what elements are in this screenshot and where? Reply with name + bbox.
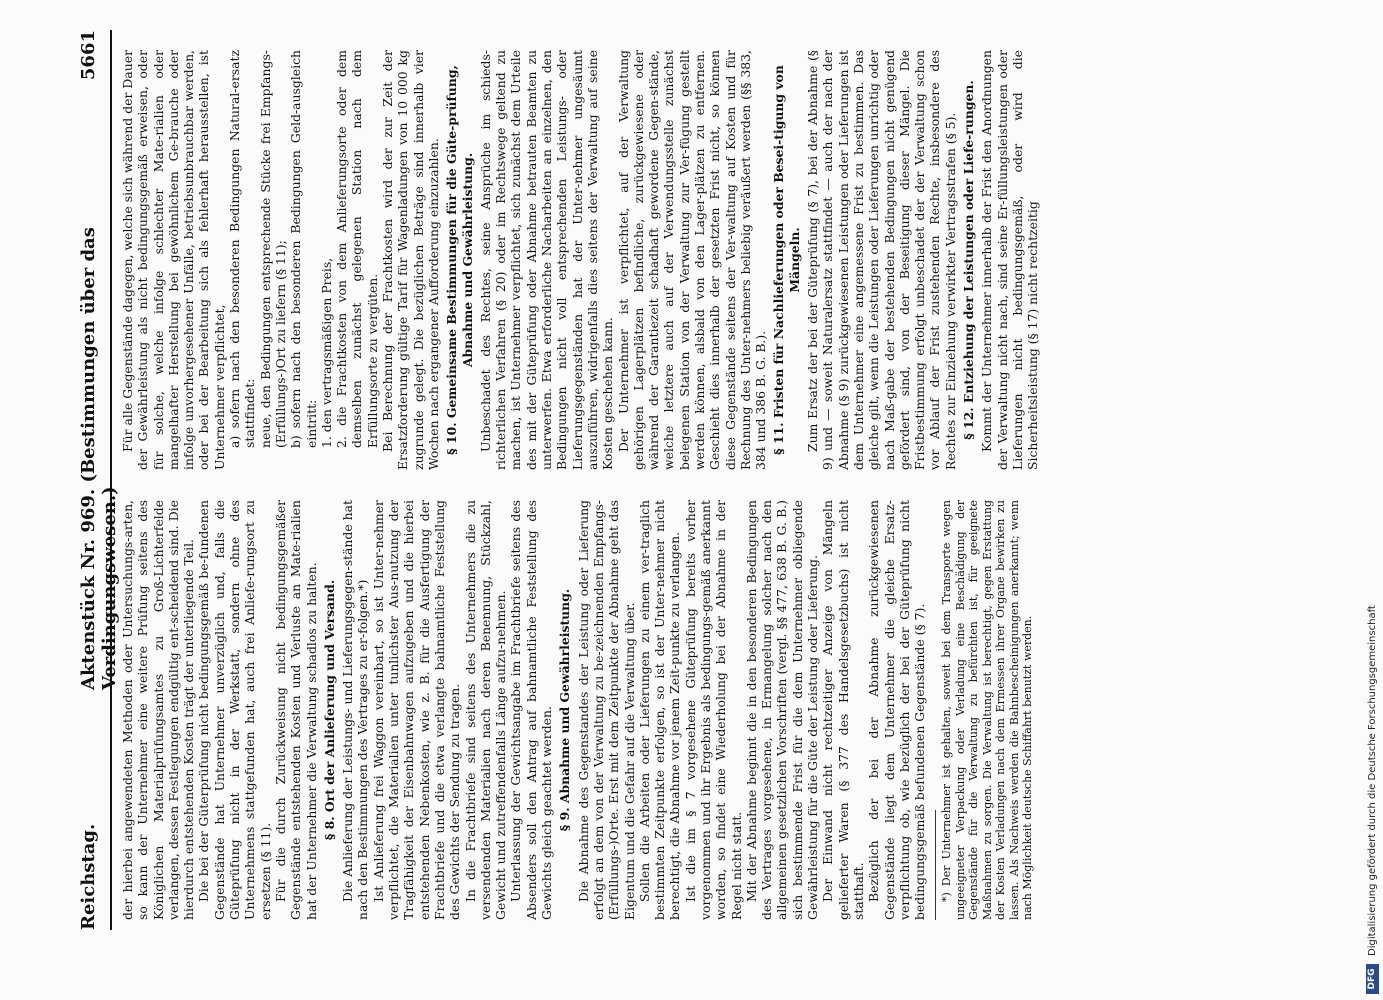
right-text-column [120,50,1041,470]
header-left-title: Reichstag. [78,823,99,930]
paragraph: Die Anlieferung der Leistungs- und Lieferungsgegen-stände hat nach den Bestimmungen des Vertrages zu er-folgen.*) [340,500,371,920]
footnote-divider [935,810,936,920]
paragraph: Kommt der Unternehmer innerhalb der Frist den Anordnungen der Verwaltung nicht nach, sind seine Er-füllungsleistungen oder Lieferungen nicht bedingungsgemäß, oder wird die Sicherheitsleistung (§ 17) nicht rechtzeitig [979,50,1041,470]
header-center-title: Aktenstück Nr. 969. (Bestimmungen über das Verdingungswesen.) [78,227,120,690]
list-item: b) sofern nach den besonderen Bedingungen Geld-ausgleich eintritt: [288,50,319,448]
paragraph: In die Frachtbriefe sind seitens des Unternehmers die zu versendenden Materialien nach deren Benennung, Stückzahl, Gewicht und zutreffendenfalls Länge aufzu-nehmen. [462,500,509,920]
dfg-logo: DFG [1366,964,1379,994]
page-number: 5661 [78,30,99,81]
paragraph: Die bei der Güterprüfung nicht bedingungsgemäß be-fundenen Gegenstände hat Unternehmer unverzüglich und, falls die Güteprüfung nicht in der Werkstatt, sondern ohne des Unternehmens stattgefunden hat, auch frei Anliefe-rungsort zu ersetzen (§ 11). [196,500,273,920]
section-heading: § 10. Gemeinsame Bestimmungen für die Güte-prüfung, Abnahme und Gewährleistung. [444,65,475,455]
paragraph: Zum Ersatz der bei der Güteprüfung (§ 7), bei der Abnahme (§ 9) und — soweit Naturalersatz stattfindet — auch der nach der Abnahme (§ 9) zurückgewiesenen Leistungen oder Lieferungen ist dem Unternehmer eine angemessene Frist zu bestimmen. Das gleiche gilt, wenn die Leistungen oder Lieferungen unrichtig oder nach Maß-gabe der bestehenden Bedingungen nicht genügend gefördert sind, von der Beseitigung dieser Mängel. Die Fristbestimmung erfolgt unbeschadet der der Verwaltung schon vor Ablauf der Frist zustehenden Rechte, insbesondere des Rechtes zur Einziehung verwirkter Vertragsstrafen (§ 5). [805,50,958,470]
paragraph: Unterlassung der Gewichtsangabe im Frachtbriefe seitens des Absenders soll den Antrag auf bahnamtliche Feststellung des Gewichts gleich geachtet werden. [508,500,555,920]
paragraph: Ist Anlieferung frei Waggon vereinbart, so ist Unter-nehmer verpflichtet, die Materialien unter tunlichster Aus-nutzung der Tragfähigkeit der Eisenbahnwagen aufzugeben und die hierbei entstehenden Nebenkosten, wie z. B. für die Ausfertigung der Frachtbriefe und die etwa verlangte bahnamtliche Feststellung des Gewichts der Sendung zu tragen. [370,500,463,920]
paragraph: Der Unternehmer ist verpflichtet, auf der Verwaltung gehörigen Lagerplätzen befindliche, zurückgewiesene oder während der Garantiezeit schadhaft gewordene Gegen-stände, welche letztere auch auf der Verwendungsstelle zunächst belegenen Station von der Verwaltung zur Ver-fügung gestellt werden können, alsbald von den Lager-plätzen zu entfernen. Geschieht dies innerhalb der gesetzten Frist nicht, so können diese Gegenstände seitens der Ver-waltung auf Kosten und für Rechnung des Unter-nehmers beliebig veräußert werden (§§ 383, 384 und 386 B. G. B.). [615,50,769,470]
list-item: a) sofern nach den besonderen Bedingungen Natural-ersatz stattfindet: [227,50,258,448]
list-item: 2. die Frachtkosten von dem Anlieferungsorte oder dem demselben zunächst gelegenen Station nach dem Erfüllungsorte zu vergüten. [334,50,380,448]
section-heading: § 12. Entziehung der Leistungen oder Liefe-rungen. [961,80,977,440]
section-heading: § 9. Abnahme und Gewährleistung. [557,588,573,832]
section-heading: § 11. Fristen für Nachlieferungen oder Besei-tigung von Mängeln. [771,65,802,455]
paragraph: Für die durch Zurückweisung nicht bedingungsgemäßer Gegenstände entstehenden Kosten und Verluste an Mate-rialien hat der Unternehmer die Verwaltung schadlos zu halten. [272,500,319,920]
paragraph: Mit der Abnahme beginnt die in den besonderen Bedingungen des Vertrages vorgesehene, in Ermangelung solcher nach den allgemeinen gesetzlichen Vorschriften (vergl. §§ 477, 638 B. G. B.) sich bestimmende Frist für die dem Unternehmer obliegende Gewährleistung für die Güte der Leistung oder Lieferung. [743,500,821,920]
paragraph: Die Abnahme des Gegenstandes der Leistung oder Lieferung erfolgt an dem von der Verwaltung zu be-zeichnenden Empfangs-(Erfüllungs-)Orte. Erst mit dem Zeitpunkte der Abnahme geht das Eigentum und die Gefahr auf die Verwaltung über. [575,500,637,920]
paragraph: Sollen die Arbeiten oder Lieferungen zu einem ver-traglich bestimmten Zeitpunkte erfolgen, so ist der Unter-nehmer nicht berechtigt, die Abnahme vor jenem Zeit-punkte zu verlangen. [636,500,683,920]
paragraph: der hierbei angewendeten Methoden oder Untersuchungs-arten, so kann der Unternehmer eine weitere Prüfung seitens des Königlichen Materialprüfungsamtes zu Groß-Lichterfelde verlangen, dessen Festlegungen endgültig ent-scheidend sind. Die hierdurch entstehenden Kosten trägt der unterliegende Teil. [120,500,197,920]
list-item: 1. den vertragsmäßigen Preis, [318,257,334,448]
left-text-column [120,500,1035,920]
page-header [70,30,120,930]
paragraph: Für alle Gegenstände dagegen, welche sich während der Dauer der Gewährleistung als nicht bedingungsgemäß erweisen, oder für solche, welche infolge schlechter Mate-rialien oder mangelhafter Herstellung bei gewöhnlichem Ge-brauche oder infolge unvorhergesehener Unfälle, betriebsunbrauchbar werden, oder bei der Bearbeitung sich als fehlerhaft herausstellen, ist Unternehmer verpflichtet, [120,50,227,470]
paragraph: Unbeschadet des Rechtes, seine Ansprüche im schieds-richterlichen Verfahren (§ 20) oder im Rechtswege geltend zu machen, ist Unternehmer verpflichtet, sich zunächst dem Urteile des mit der Güteprüfung oder Abnahme betrauten Beamten zu unterwerfen. Etwa erforderliche Nacharbeiten an einzelnen, den Bedingungen nicht voll entsprechenden Leistungs- oder Lieferungsgegenständen hat der Unter-nehmer ungesäumt auszuführen, widrigenfalls dies seitens der Verwaltung auf seine Kosten geschehen kann. [477,50,616,470]
paragraph: Bezüglich der bei der Abnahme zurückgewiesenen Gegenstände liegt dem Unternehmer die gleiche Ersatz-verpflichtung ob, wie bezüglich der bei der Güteprüfung nicht bedingungsgemäß befundenen Gegenstände (§ 7). [866,500,928,920]
footnote: *) Der Unternehmer ist gehalten, soweit bei dem Transporte wegen ungeeigneter Verpackung oder Verladung eine Beschädigung der Gegenstände für die Verwaltung zu befürchten ist, für geeignete Maßnahmen zu sorgen. Die Verwaltung ist berechtigt, gegen Erstattung der Kosten Verladungen nach dem Ermessen ihrer Organe bewirken zu lassen. Als Nachweis werden die Bahnbescheinigungen anerkannt; wenn nach Möglichkeit deutsche Schiffahrt benutzt werden. [940,500,1035,920]
paragraph: Ist die im § 7 vorgesehene Güteprüfung bereits vorher vorgenommen und ihr Ergebnis als bedingungs-gemäß anerkannt worden, so findet eine Wiederholung bei der Abnahme in der Regel nicht statt. [682,500,744,920]
section-heading: § 8. Ort der Anlieferung und Versand. [321,579,337,841]
digitization-credit-strip [1362,0,1383,1000]
paragraph: Der Einwand nicht rechtzeitiger Anzeige von Mängeln gelieferter Waren (§ 377 des Handelsgesetzbuchs) ist nicht statthaft. [820,500,866,920]
digitization-credit-text: Digitalisierung gefördert durch die Deutsche Forschungsgemeinschaft [1367,605,1378,956]
paragraph: Bei Berechnung der Frachtkosten wird der zur Zeit der Ersatzforderung gültige Tarif für Wagenladungen von 10 000 kg zugrunde gelegt. Die bezüglichen Beträge sind innerhalb vier Wochen nach ergangener Aufforderung einzuzahlen. [380,50,441,470]
list-item: neue, den Bedingungen entsprechende Stücke frei Empfangs-(Erfüllungs-)Ort zu liefern (§ 11); [257,50,288,448]
